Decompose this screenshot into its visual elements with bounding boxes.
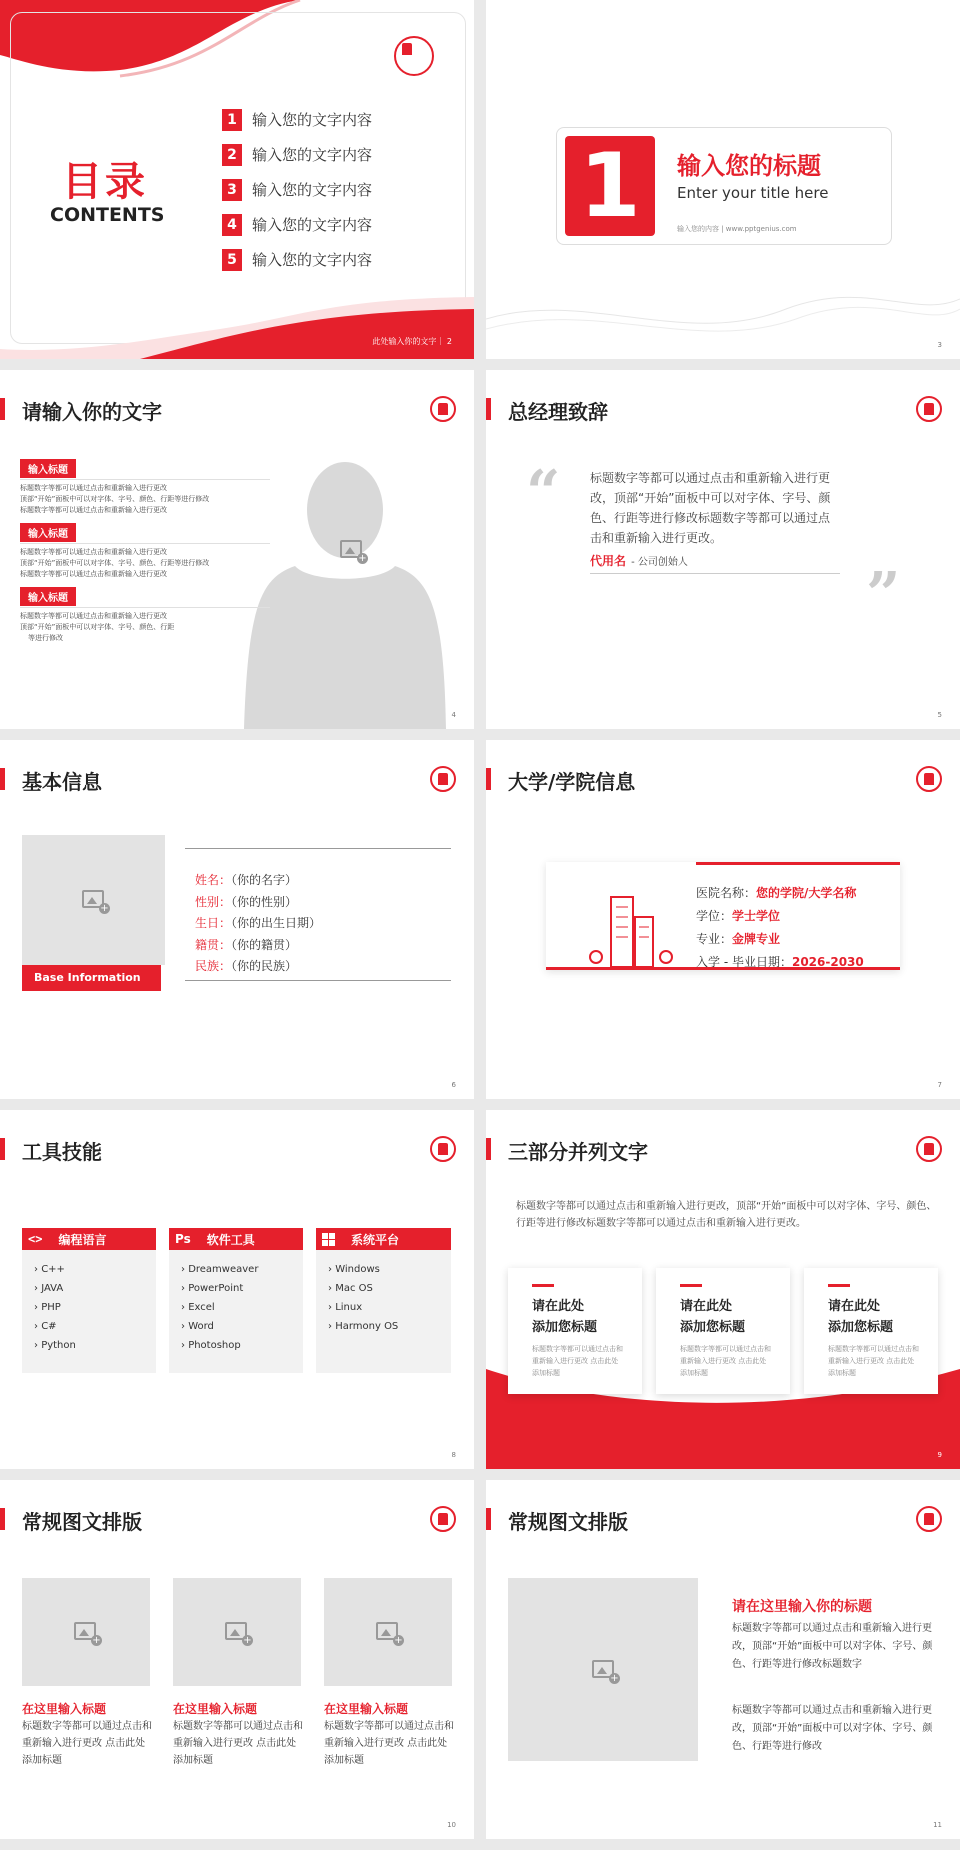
section-label: 输入标题 — [20, 587, 76, 606]
slide-section-title[interactable] — [486, 0, 960, 359]
university-seal — [916, 1506, 942, 1532]
item-number-badge: 2 — [222, 144, 242, 166]
skill-list — [169, 1250, 303, 1355]
section-rule — [20, 479, 270, 480]
close-quote-icon: ” — [866, 560, 901, 630]
column-heading: 在这里输入标题 — [173, 1702, 258, 1716]
content-paragraph-2: 标题数字等都可以通过点击和重新输入进行更改，顶部“开始”面板中可以对字体、字号、颜色、行距等进行修改 — [732, 1705, 933, 1752]
university-seal — [430, 1136, 456, 1162]
field-value: （你的性别） — [231, 894, 298, 909]
card-body: 标题数字等都可以通过点击和重新输入进行更改 点击此处添加标题 — [680, 1345, 771, 1377]
code-icon: <> — [28, 1232, 43, 1246]
open-quote-icon: “ — [526, 458, 561, 528]
page-number: 7 — [937, 1081, 942, 1089]
section-small-text: 输入您的内容 | www.pptgenius.com — [677, 225, 797, 233]
slide-title: 工具技能 — [22, 1140, 102, 1164]
section-label: 输入标题 — [20, 459, 76, 478]
section-number-block: 1 — [565, 136, 655, 236]
heading-bar — [486, 1508, 491, 1530]
column-body: 标题数字等都可以通过点击和重新输入进行更改 点击此处添加标题 — [324, 1721, 454, 1766]
skill-card — [316, 1228, 451, 1373]
row-key: 专业： — [696, 932, 733, 946]
bullet: 标题数字等都可以通过点击和重新输入进行更改 — [20, 570, 167, 578]
field-key: 性别： — [195, 894, 232, 909]
slide-image-text-grid[interactable] — [0, 1480, 474, 1839]
page-number: 11 — [933, 1821, 942, 1829]
slide-title: 基本信息 — [22, 770, 102, 794]
bullet: 标题数字等都可以通过点击和重新输入进行更改 — [20, 506, 167, 514]
person-silhouette — [240, 458, 450, 729]
heading-bar — [486, 398, 491, 420]
title-card — [556, 127, 892, 245]
item-number-badge: 3 — [222, 179, 242, 201]
contents-title-cn: 目录 — [62, 159, 148, 205]
card-body: 标题数字等都可以通过点击和重新输入进行更改 点击此处添加标题 — [532, 1345, 623, 1377]
contents-item[interactable] — [222, 242, 372, 277]
text-section — [20, 586, 270, 644]
signature — [590, 550, 840, 574]
bullet: 顶部“开始”面板中可以对字体、字号、颜色、行距等进行修改 — [20, 559, 210, 567]
university-seal — [916, 396, 942, 422]
skill-item: › Linux — [328, 1302, 363, 1313]
card-title-line1: 请在此处 — [532, 1299, 585, 1314]
university-seal — [430, 1506, 456, 1532]
row-value: 您的学院/大学名称 — [756, 886, 857, 900]
column-body: 标题数字等都可以通过点击和重新输入进行更改 点击此处添加标题 — [173, 1721, 303, 1766]
item-text: 输入您的文字内容 — [252, 181, 373, 199]
heading-bar — [486, 1138, 491, 1160]
windows-icon — [322, 1233, 335, 1246]
university-seal — [394, 36, 434, 76]
skill-item: › Excel — [181, 1302, 215, 1313]
university-seal — [430, 396, 456, 422]
info-field — [195, 935, 321, 957]
text-section — [20, 458, 270, 516]
contents-item[interactable] — [222, 137, 372, 172]
page-number: 8 — [451, 1451, 456, 1459]
skill-item: › C# — [34, 1321, 57, 1332]
image-placeholder-icon — [340, 540, 362, 558]
skill-item: › PHP — [34, 1302, 61, 1313]
column-heading: 在这里输入标题 — [324, 1702, 409, 1716]
bullet: 顶部“开始”面板中可以对字体、字号、颜色、行距 — [20, 623, 175, 631]
card-accent — [828, 1284, 850, 1287]
speech-body: 标题数字等都可以通过点击和重新输入进行更改，顶部“开始”面板中可以对字体、字号、颜色、行距等进行修改标题数字等都可以通过点击和重新输入进行更改。 — [590, 471, 831, 545]
page-number: 5 — [937, 711, 942, 719]
contents-item[interactable] — [222, 102, 372, 137]
grey-wave-decoration — [486, 259, 960, 359]
slide-skills[interactable] — [0, 1110, 474, 1469]
card-accent — [680, 1284, 702, 1287]
field-value: （你的籍贯） — [231, 937, 298, 952]
contents-item[interactable] — [222, 172, 372, 207]
card-top-accent — [696, 862, 900, 865]
item-text: 输入您的文字内容 — [252, 111, 373, 129]
item-number-badge: 5 — [222, 249, 242, 271]
skill-card-header — [169, 1228, 303, 1250]
text-section — [20, 522, 270, 580]
field-key: 籍贯： — [195, 937, 232, 952]
info-field — [195, 892, 321, 914]
info-field — [195, 956, 321, 978]
bullet: 标题数字等都可以通过点击和重新输入进行更改 — [20, 548, 167, 556]
card-title-line2: 添加您标题 — [828, 1320, 894, 1335]
slide-title: 常规图文排版 — [22, 1510, 142, 1534]
university-seal — [916, 766, 942, 792]
skill-item: › Dreamweaver — [181, 1264, 259, 1275]
skill-list — [316, 1250, 451, 1336]
field-key: 生日： — [195, 916, 232, 930]
heading-bar — [0, 1138, 5, 1160]
content-paragraph-1: 标题数字等都可以通过点击和重新输入进行更改，顶部“开始”面板中可以对字体、字号、颜色、行距等进行修改标题数字 — [732, 1623, 933, 1670]
info-row — [696, 882, 864, 905]
intro-text: 标题数字等都可以通过点击和重新输入进行更改，顶部“开始”面板中可以对字体、字号、颜色、行距等进行修改标题数字等都可以通过点击和重新输入进行更改。 — [516, 1201, 937, 1229]
skill-item: › Python — [34, 1340, 76, 1351]
section-rule — [20, 607, 270, 608]
university-seal — [916, 1136, 942, 1162]
info-fields — [195, 870, 321, 978]
row-value: 学士学位 — [732, 909, 781, 923]
column-body: 标题数字等都可以通过点击和重新输入进行更改 点击此处添加标题 — [22, 1721, 152, 1766]
skill-item: › PowerPoint — [181, 1283, 244, 1294]
slide-manager-speech[interactable] — [486, 370, 960, 729]
feature-card — [656, 1268, 790, 1394]
info-field — [195, 913, 321, 935]
slide-image-text-single[interactable] — [486, 1480, 960, 1839]
info-row — [696, 951, 864, 974]
card-accent — [532, 1284, 554, 1287]
skill-card — [22, 1228, 156, 1373]
info-bottom-rule — [185, 980, 451, 981]
skill-card-title: 软件工具 — [206, 1232, 255, 1247]
field-value: （你的出生日期） — [231, 916, 322, 930]
signature-role: - 公司创始人 — [631, 557, 688, 568]
section-label: 输入标题 — [20, 523, 76, 542]
bullet: 标题数字等都可以通过点击和重新输入进行更改 — [20, 612, 167, 620]
skill-card-title: 系统平台 — [351, 1232, 400, 1247]
row-value: 2026-2030 — [791, 955, 864, 969]
item-text: 输入您的文字内容 — [252, 251, 373, 269]
card-title-line2: 添加您标题 — [532, 1320, 598, 1335]
heading-bar — [0, 768, 5, 790]
field-key: 民族： — [195, 959, 232, 973]
section-rule — [20, 543, 270, 544]
info-row — [696, 905, 864, 928]
card-title-line2: 添加您标题 — [680, 1320, 746, 1335]
page-number: 3 — [937, 341, 942, 349]
content-heading: 请在这里输入你的标题 — [732, 1599, 872, 1615]
slide-title: 总经理致辞 — [508, 400, 608, 424]
item-number-badge: 4 — [222, 214, 242, 236]
section-title: 输入您的标题 — [677, 152, 821, 180]
university-seal — [430, 766, 456, 792]
photoshop-icon: Ps — [175, 1232, 191, 1246]
skill-item: › Mac OS — [328, 1283, 373, 1294]
row-key: 入学 - 毕业日期： — [696, 955, 792, 969]
slide-basic-info[interactable] — [0, 740, 474, 1099]
slide-title: 常规图文排版 — [508, 1510, 628, 1534]
bullet: 等进行修改 — [28, 634, 63, 642]
contents-title-en: CONTENTS — [50, 204, 165, 226]
university-rows — [696, 882, 864, 974]
card-title-line1: 请在此处 — [680, 1299, 733, 1314]
field-value: （你的民族） — [231, 959, 298, 973]
skill-item: › Word — [181, 1321, 214, 1332]
skill-item: › Harmony OS — [328, 1321, 399, 1332]
slide-university-info[interactable] — [486, 740, 960, 1099]
skill-item: › Photoshop — [181, 1340, 241, 1351]
info-field — [195, 870, 321, 892]
image-placeholder-icon — [376, 1622, 398, 1640]
card-body: 标题数字等都可以通过点击和重新输入进行更改 点击此处添加标题 — [828, 1345, 919, 1377]
heading-bar — [0, 398, 5, 420]
image-placeholder-icon — [82, 890, 104, 908]
item-text: 输入您的文字内容 — [252, 146, 373, 164]
slide-title: 三部分并列文字 — [508, 1140, 648, 1164]
page-number: 6 — [451, 1081, 456, 1089]
slide-contents[interactable] — [0, 0, 474, 359]
row-key: 医院名称： — [696, 886, 757, 900]
building-icon — [571, 892, 681, 970]
field-key: 姓名： — [195, 873, 232, 887]
image-placeholder-icon — [74, 1622, 96, 1640]
bullet: 标题数字等都可以通过点击和重新输入进行更改 — [20, 484, 167, 492]
info-top-rule — [185, 848, 451, 849]
heading-bar — [486, 768, 491, 790]
contents-item[interactable] — [222, 207, 372, 242]
feature-card — [508, 1268, 642, 1394]
skill-card-header — [316, 1228, 451, 1250]
signature-name: 代用名 — [590, 554, 627, 568]
page-number: 9 — [937, 1451, 942, 1459]
image-placeholder-icon — [225, 1622, 247, 1640]
bottom-wave-decoration — [0, 279, 474, 359]
column-heading: 在这里输入标题 — [22, 1702, 107, 1716]
slide-title: 大学/学院信息 — [508, 770, 636, 794]
section-subtitle: Enter your title here — [677, 184, 829, 202]
field-value: （你的名字） — [231, 873, 298, 887]
university-card — [546, 862, 900, 970]
info-row — [696, 928, 864, 951]
page-number: 10 — [447, 1821, 456, 1829]
card-title-line1: 请在此处 — [828, 1299, 881, 1314]
skill-item: › JAVA — [34, 1283, 64, 1294]
photo-caption: Base Information — [22, 965, 161, 991]
slide-three-columns[interactable] — [486, 1110, 960, 1469]
bullet: 顶部“开始”面板中可以对字体、字号、颜色、行距等进行修改 — [20, 495, 210, 503]
heading-bar — [0, 1508, 5, 1530]
slide-title: 请输入你的文字 — [22, 400, 162, 424]
page-number: 4 — [451, 711, 456, 719]
footer-text: 此处输入你的文字｜ 2 — [372, 337, 452, 346]
skill-card-title: 编程语言 — [58, 1232, 107, 1247]
skill-item: › C++ — [34, 1264, 65, 1275]
row-key: 学位： — [696, 909, 733, 923]
contents-list — [222, 102, 372, 277]
skill-card — [169, 1228, 303, 1373]
item-text: 输入您的文字内容 — [252, 216, 373, 234]
skill-card-header — [22, 1228, 156, 1250]
slide-text-with-silhouette[interactable] — [0, 370, 474, 729]
feature-card — [804, 1268, 938, 1394]
item-number-badge: 1 — [222, 109, 242, 131]
skill-item: › Windows — [328, 1264, 380, 1275]
text-sections — [20, 458, 270, 644]
image-placeholder-icon — [592, 1660, 614, 1678]
skill-list — [22, 1250, 156, 1355]
row-value: 金牌专业 — [732, 932, 781, 946]
